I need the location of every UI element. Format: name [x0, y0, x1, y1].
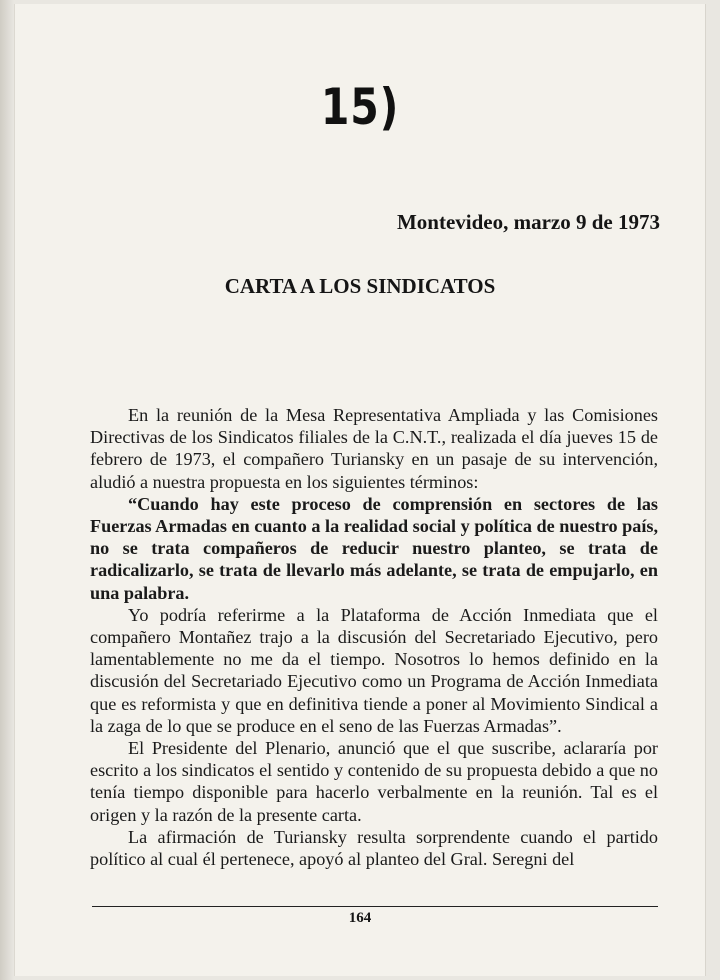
footer-rule — [92, 906, 658, 907]
page-gutter-shadow — [0, 0, 14, 980]
paragraph-1: En la reunión de la Mesa Representativa Ampliada y las Comisiones Directivas de los Sindicatos filiales de la C.N.T., realizada el día jueves 15 de febrero de 1973, el compañero Turiansky en un pasaje de su intervención, aludió a nuestra propuesta en los siguientes términos: — [90, 405, 658, 492]
page-number: 164 — [348, 910, 372, 926]
body-text — [90, 404, 658, 870]
paragraph-5: La afirmación de Turiansky resulta sorprendente cuando el partido político al cual él pertenece, apoyó al planteo del Gral. Seregni del — [90, 826, 658, 870]
quoted-paragraph: “Cuando hay este proceso de comprensión en sectores de las Fuerzas Armadas en cuanto a la realidad social y política de nuestro país, no se trata compañeros de reducir nuestro planteo, se trata de radicalizarlo, se trata de llevarlo más adelante, se trata de empujarlo, en una palabra. — [90, 493, 658, 603]
document-title: CARTA A LOS SINDICATOS — [224, 274, 496, 298]
chapter-number: 15) — [320, 78, 400, 136]
paragraph-3: Yo podría referirme a la Plataforma de Acción Inmediata que el compañero Montañez trajo a la discusión del Secretariado Ejecutivo, pero lamentablemente no me da el tiempo. Nosotros lo hemos definido en la discusión del Secretariado Ejecutivo como un Programa de Acción Inmediata que es reformista y que en definitiva tiende a poner al Movimiento Sindical a la zaga de lo que se produce en el seno de las Fuerzas Armadas”. — [90, 604, 658, 736]
dateline: Montevideo, marzo 9 de 1973 — [396, 210, 660, 234]
paragraph-4: El Presidente del Plenario, anunció que el que suscribe, aclararía por escrito a los sindicatos el sentido y contenido de su propuesta debido a que no tenía tiempo disponible para hacerlo verbalmente en la reunión. Tal es el origen y la razón de la presente carta. — [90, 738, 658, 825]
